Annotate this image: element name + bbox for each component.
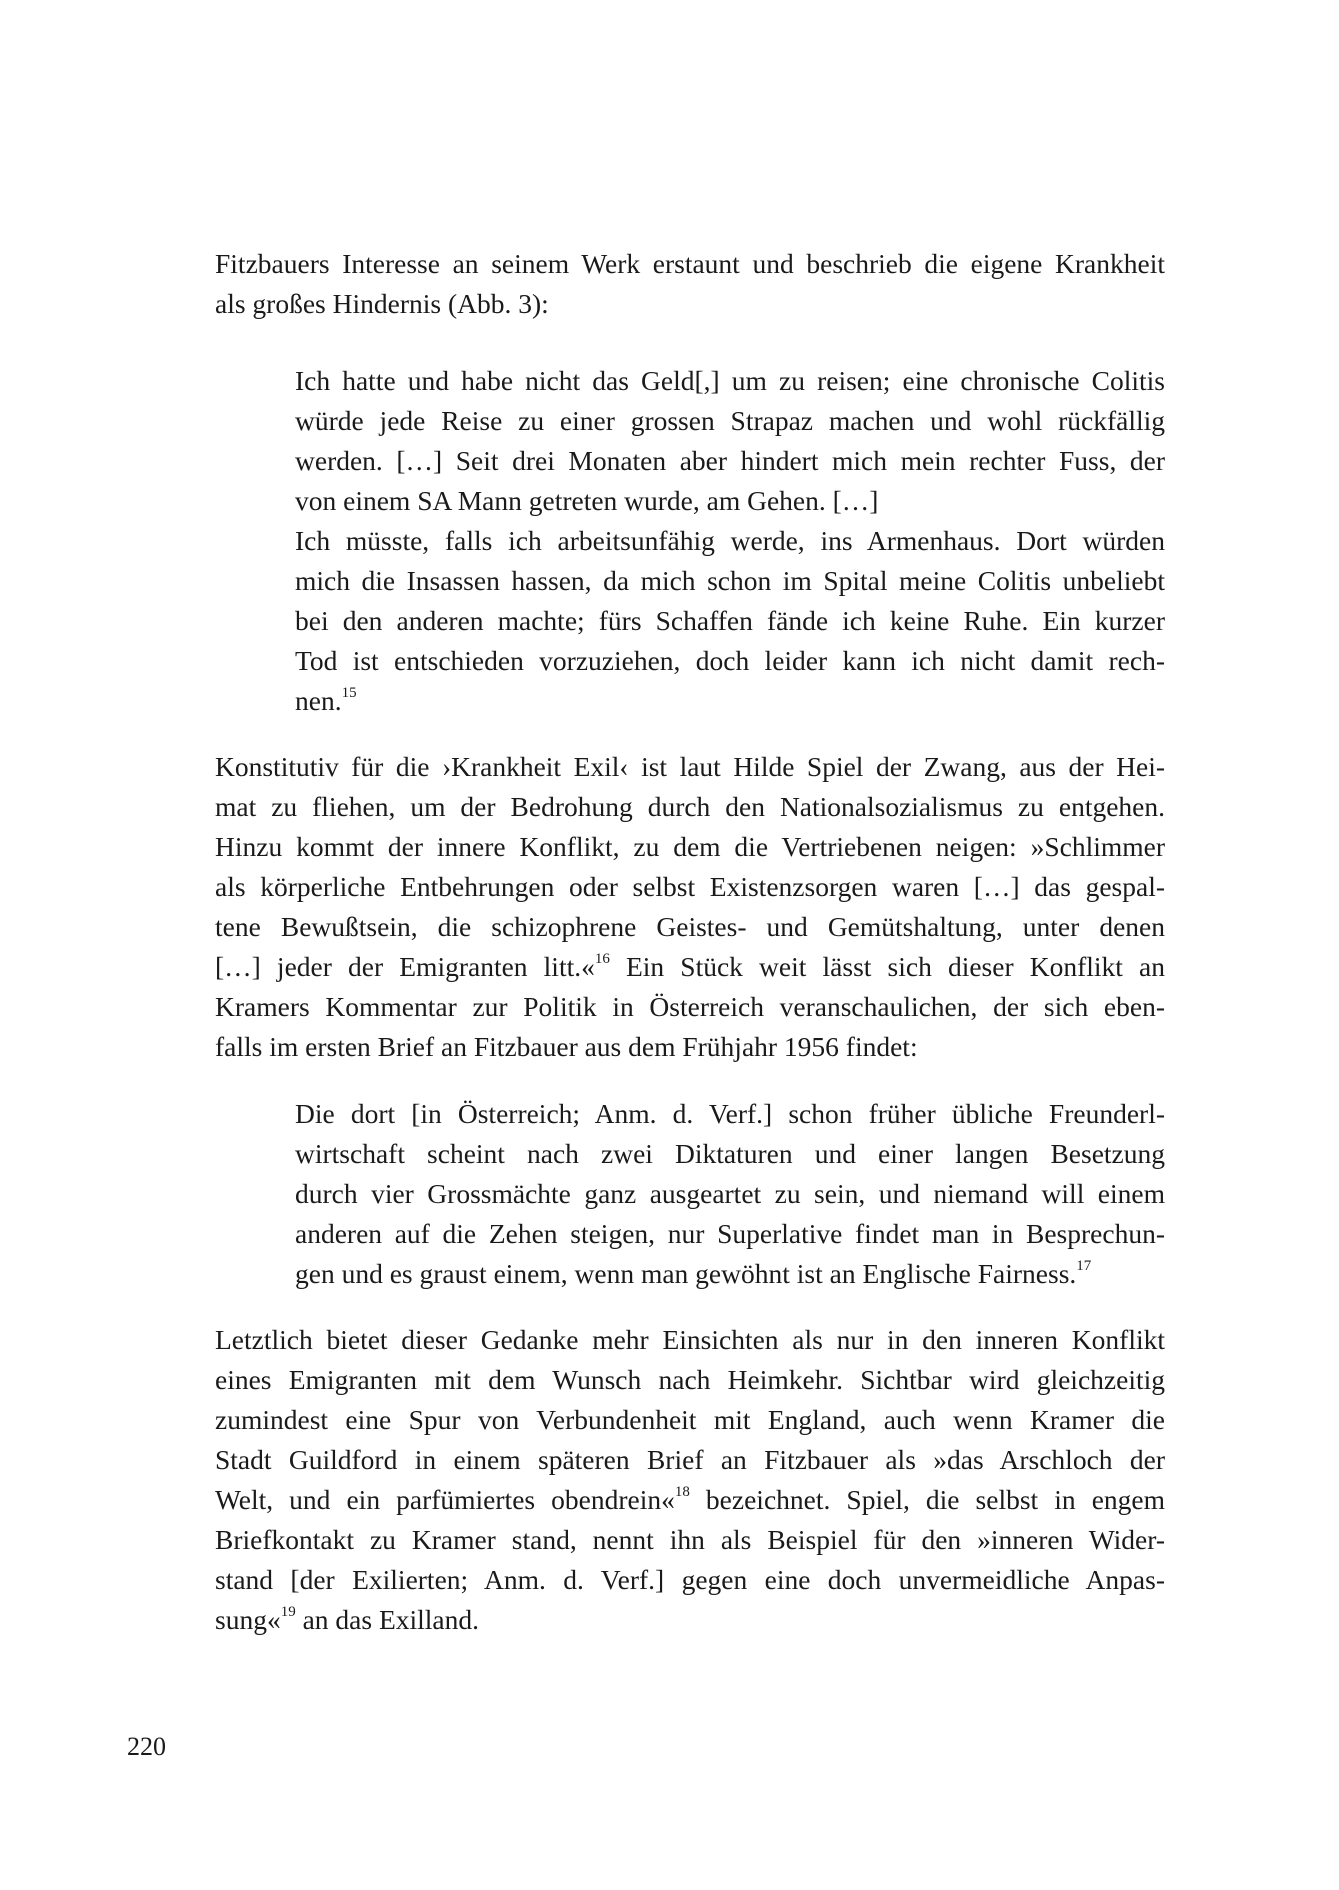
quote-line: durch vier Grossmächte ganz ausgeartet zu sein, und niemand will einem [295, 1178, 1165, 1209]
quote-line: wirtschaft scheint nach zwei Diktaturen und einer langen Besetzung [295, 1138, 1165, 1169]
quote-line: von einem SA Mann getreten wurde, am Gehen. […] [295, 485, 879, 516]
quote-line: Ich müsste, falls ich arbeitsunfähig werde, ins Armenhaus. Dort würden [295, 525, 1165, 556]
quote-line: würde jede Reise zu einer grossen Strapaz machen und wohl rückfällig [295, 405, 1165, 436]
quote-line: bei den anderen machte; fürs Schaffen fände ich keine Ruhe. Ein kurzer [295, 605, 1165, 636]
quote-line [295, 1254, 1165, 1294]
quote-line: werden. […] Seit drei Monaten aber hindert mich mein rechter Fuss, der [295, 445, 1165, 476]
text-segment: bezeichnet. Spiel, die selbst in engem [689, 1484, 1165, 1515]
text-line: Briefkontakt zu Kramer stand, nennt ihn als Beispiel für den »inneren Wider- [215, 1524, 1165, 1555]
text-segment: Ein Stück weit lässt sich dieser Konflikt an [609, 951, 1165, 982]
footnote-marker: 18 [674, 1484, 690, 1500]
quote-line: mich die Insassen hassen, da mich schon im Spital meine Colitis unbeliebt [295, 565, 1165, 596]
quote-line: Ich hatte und habe nicht das Geld[,] um zu reisen; eine chronische Colitis [295, 365, 1165, 396]
text-line: Hinzu kommt der innere Konflikt, zu dem die Vertriebenen neigen: »Schlimmer [215, 831, 1165, 862]
quote-line [295, 681, 1165, 721]
text-line: mat zu fliehen, um der Bedrohung durch den Nationalsozialismus zu entgehen. [215, 791, 1165, 822]
quote-line: Tod ist entschieden vorzuziehen, doch leider kann ich nicht damit rech- [295, 645, 1165, 676]
text-segment: an das Exilland. [295, 1604, 479, 1635]
footnote-marker: 17 [1076, 1258, 1092, 1274]
footnote-marker: 16 [594, 951, 610, 967]
quote-line: anderen auf die Zehen steigen, nur Superlative findet man in Besprechun- [295, 1218, 1165, 1249]
footnote-marker: 19 [280, 1604, 296, 1620]
text-line: tene Bewußtsein, die schizophrene Geistes- und Gemütshaltung, unter denen [215, 911, 1165, 942]
text-line: Letztlich bietet dieser Gedanke mehr Einsichten als nur in den inneren Konflikt [215, 1324, 1165, 1355]
text-line [215, 1480, 1165, 1520]
text-line: falls im ersten Brief an Fitzbauer aus dem Frühjahr 1956 findet: [215, 1031, 918, 1062]
text-line: Konstitutiv für die ›Krankheit Exil‹ ist laut Hilde Spiel der Zwang, aus der Hei- [215, 751, 1165, 782]
quote-line: Die dort [in Österreich; Anm. d. Verf.] schon früher übliche Freunderl- [295, 1098, 1165, 1129]
text-line: als großes Hindernis (Abb. 3): [215, 288, 549, 319]
text-line [215, 947, 1165, 987]
text-line: Stadt Guildford in einem späteren Brief an Fitzbauer als »das Arschloch der [215, 1444, 1165, 1475]
quote-text: gen und es graust einem, wenn man gewöhnt ist an Englische Fairness. [295, 1258, 1077, 1289]
text-segment: […] jeder der Emigranten litt.« [215, 951, 595, 982]
text-line: eines Emigranten mit dem Wunsch nach Heimkehr. Sichtbar wird gleichzeitig [215, 1364, 1165, 1395]
text-line [215, 1600, 1165, 1640]
text-line: stand [der Exilierten; Anm. d. Verf.] gegen eine doch unvermeidliche Anpas- [215, 1564, 1165, 1595]
text-segment: Welt, und ein parfümiertes obendrein« [215, 1484, 675, 1515]
text-line: als körperliche Entbehrungen oder selbst Existenzsorgen waren […] das gespal- [215, 871, 1165, 902]
text-line: zumindest eine Spur von Verbundenheit mit England, auch wenn Kramer die [215, 1404, 1165, 1435]
text-line: Kramers Kommentar zur Politik in Österreich veranschaulichen, der sich eben- [215, 991, 1165, 1022]
footnote-marker: 15 [341, 685, 357, 701]
page-number: 220 [127, 1732, 166, 1761]
quote-text: nen. [295, 685, 342, 716]
text-line: Fitzbauers Interesse an seinem Werk erstaunt und beschrieb die eigene Krankheit [215, 248, 1165, 279]
text-segment: sung« [215, 1604, 281, 1635]
